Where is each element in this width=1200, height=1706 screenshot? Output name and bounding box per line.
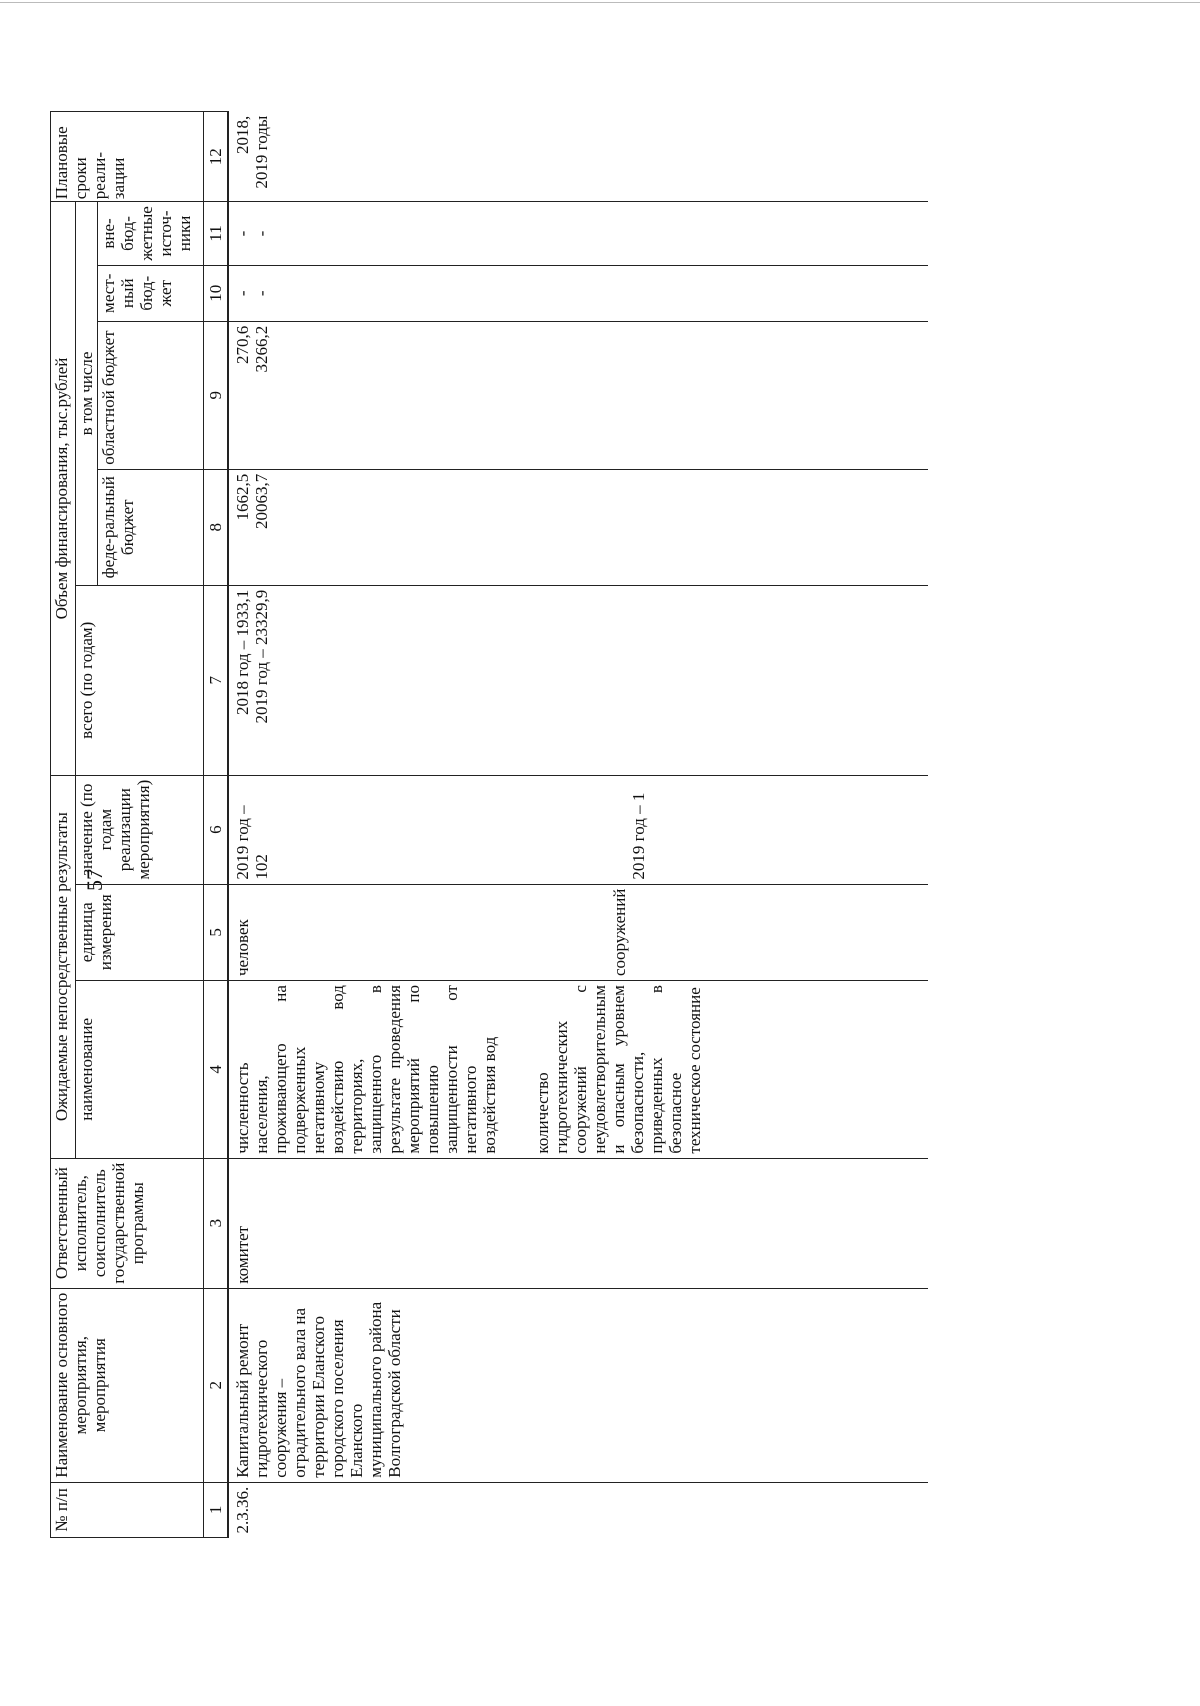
extra-2018: - [233, 230, 252, 237]
row-executor: комитет [228, 1158, 928, 1288]
row-total [228, 585, 928, 775]
result-unit-2: сооружений [610, 888, 629, 977]
row-num: 2.3.36. [228, 1482, 928, 1537]
period-line-2: 2019 годы [252, 115, 271, 189]
header-finance-local: мест-ный бюд-жет [98, 265, 204, 321]
local-2019: - [252, 290, 271, 297]
period-line-1: 2018, [233, 115, 252, 154]
page-number: 57 [82, 869, 107, 891]
header-finance-federal: феде-ральный бюджет [98, 469, 204, 585]
result-name-1: численность населения, проживающего на подверженных негативному воздействию вод территориях, защищенного в результате проведения мероприятий по повышению защищенности от негативного воздействия вод [233, 985, 499, 1154]
regional-2019: 3266,2 [252, 325, 271, 373]
row-name: Капитальный ремонт гидротехнического сооружения – оградительного вала на территории Еланского городского поселения Еланского муниципального района Волгоградской области [228, 1288, 928, 1482]
header-finance-regional: областной бюджет [98, 321, 204, 469]
col-num-8: 8 [204, 469, 229, 585]
row-results-values [228, 775, 928, 884]
header-num: № п/п [51, 1482, 204, 1537]
header-finance-total: всего (по годам) [76, 585, 204, 775]
row-regional [228, 321, 928, 469]
header-finance-group: Объем финансирования, тыс.рублей [51, 202, 76, 776]
federal-2019: 20063,7 [252, 473, 271, 529]
col-num-1: 1 [204, 1482, 229, 1537]
program-table [50, 111, 928, 1538]
header-row-1 [51, 112, 76, 1538]
local-2018: - [233, 290, 252, 297]
row-results-units [228, 884, 928, 980]
row-local [228, 265, 928, 321]
col-num-9: 9 [204, 321, 229, 469]
col-num-3: 3 [204, 1158, 229, 1288]
header-finance-extra: вне-бюд-жетные источ-ники [98, 202, 204, 266]
result-name-2: количество гидротехнических сооружений с неудовлетворительным и опасным уровнем безопасности, приведенных в безопасное техническое состояние [533, 985, 704, 1154]
header-results-value: значение (по годам реализации мероприятия) [76, 775, 204, 884]
total-2018: 2018 год – 1933,1 [233, 589, 252, 715]
result-value-1: 2019 год – 102 [233, 805, 271, 880]
col-num-11: 11 [204, 202, 229, 266]
table-row [228, 112, 928, 1538]
header-name: Наименование основного мероприятия, мероприятия [51, 1288, 204, 1482]
federal-2018: 1662,5 [233, 473, 252, 521]
col-num-12: 12 [204, 112, 229, 202]
col-num-5: 5 [204, 884, 229, 980]
header-finance-incl: в том числе [76, 202, 98, 586]
result-value-2: 2019 год – 1 [629, 792, 648, 880]
total-2019: 2019 год – 23329,9 [252, 589, 271, 724]
header-executor: Ответственный исполнитель, соисполнитель государственной программы [51, 1158, 204, 1288]
header-results-group: Ожидаемые непосредственные результаты [51, 775, 76, 1158]
header-results-name: наименование [76, 981, 204, 1159]
row-results-names [228, 981, 928, 1159]
col-num-4: 4 [204, 981, 229, 1159]
result-unit-1: человек [233, 919, 252, 977]
header-period: Плановые сроки реали-зации [51, 112, 204, 202]
col-num-7: 7 [204, 585, 229, 775]
regional-2018: 270,6 [233, 325, 252, 364]
column-numbers-row [204, 112, 229, 1538]
row-extra [228, 202, 928, 266]
col-num-2: 2 [204, 1288, 229, 1482]
col-num-6: 6 [204, 775, 229, 884]
col-num-10: 10 [204, 265, 229, 321]
row-period [228, 112, 928, 202]
header-results-unit: единица измерения [76, 884, 204, 980]
extra-2019: - [252, 230, 271, 237]
row-federal [228, 469, 928, 585]
